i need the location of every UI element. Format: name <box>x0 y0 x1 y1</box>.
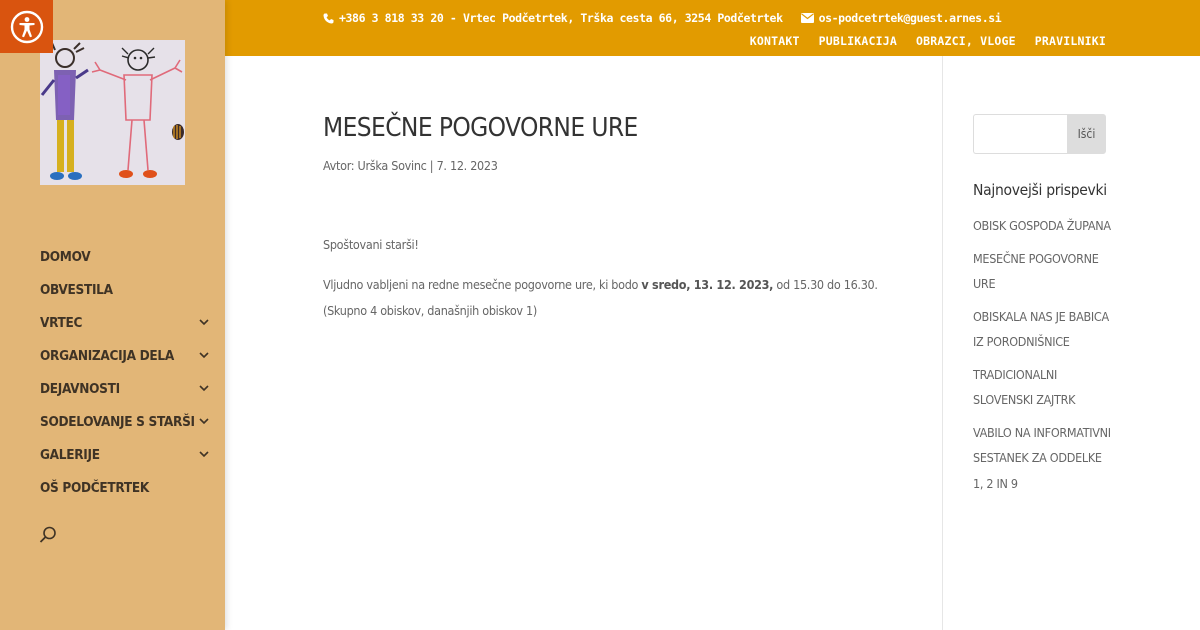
contact-info <box>323 9 1001 27</box>
phone-icon <box>323 13 334 24</box>
recent-posts-list <box>973 213 1113 503</box>
nav-item-vrtec[interactable] <box>40 306 210 339</box>
left-sidebar <box>0 0 225 630</box>
chevron-down-icon[interactable] <box>198 317 210 329</box>
nav-item-sodelovanje-s-starsi[interactable] <box>40 405 210 438</box>
recent-post-link[interactable]: TRADICIONALNI SLOVENSKI ZAJTRK <box>973 366 1076 407</box>
nav-item-label: SODELOVANJE S STARŠI <box>40 413 195 430</box>
nav-item-dejavnosti[interactable] <box>40 372 210 405</box>
invitation-paragraph <box>323 272 883 324</box>
recent-post-link[interactable]: OBISK GOSPODA ŽUPANA <box>973 218 1111 233</box>
invitation-time: od 15.30 do 16.30. <box>773 277 878 292</box>
search-icon <box>38 525 58 545</box>
invitation-date: v sredo, 13. 12. 2023, <box>641 277 774 292</box>
top-navigation <box>750 34 1106 48</box>
accessibility-icon <box>10 10 44 44</box>
envelope-icon <box>801 13 814 23</box>
nav-item-label: DEJAVNOSTI <box>40 380 120 397</box>
recent-post-link[interactable]: OBISKALA NAS JE BABICA IZ PORODNIŠNICE <box>973 308 1109 349</box>
greeting-text: Spoštovani starši! <box>323 237 419 252</box>
top-bar <box>225 0 1200 56</box>
accessibility-button[interactable] <box>0 0 53 53</box>
post-title: MESEČNE POGOVORNE URE <box>323 113 638 143</box>
nav-item-label: OBVESTILA <box>40 281 113 298</box>
nav-item-label: OŠ PODČETRTEK <box>40 479 149 496</box>
nav-item-domov[interactable] <box>40 240 210 273</box>
logo-drawing[interactable] <box>40 40 185 185</box>
topnav-pravilniki[interactable]: PRAVILNIKI <box>1034 34 1106 48</box>
post-body <box>323 232 883 338</box>
search-form <box>973 114 1106 154</box>
recent-posts-title: Najnovejši prispevki <box>973 181 1107 199</box>
content-divider <box>942 56 943 630</box>
chevron-down-icon[interactable] <box>198 383 210 395</box>
topnav-obrazci-vloge[interactable]: OBRAZCI, VLOGE <box>916 34 1016 48</box>
sidebar-search-button[interactable] <box>38 525 60 547</box>
search-submit-button[interactable]: Išči <box>1067 114 1106 154</box>
nav-item-label: ORGANIZACIJA DELA <box>40 347 174 364</box>
nav-item-label: GALERIJE <box>40 446 100 463</box>
nav-item-os-podcetrtek[interactable] <box>40 471 210 504</box>
visit-counter: (Skupno 4 obiskov, današnjih obiskov 1) <box>323 303 537 318</box>
nav-item-obvestila[interactable] <box>40 273 210 306</box>
main-navigation <box>40 240 210 504</box>
post-meta: Avtor: Urška Sovinc | 7. 12. 2023 <box>323 158 498 173</box>
chevron-down-icon[interactable] <box>198 449 210 461</box>
children-drawing-image <box>40 40 185 185</box>
nav-item-label: VRTEC <box>40 314 83 331</box>
invitation-text: Vljudno vabljeni na redne mesečne pogovorne ure, ki bodo <box>323 277 642 292</box>
nav-item-organizacija-dela[interactable] <box>40 339 210 372</box>
nav-item-label: DOMOV <box>40 248 91 265</box>
nav-item-galerije[interactable] <box>40 438 210 471</box>
topnav-kontakt[interactable]: KONTAKT <box>749 34 800 48</box>
chevron-down-icon[interactable] <box>198 416 210 428</box>
recent-post-link[interactable]: MESEČNE POGOVORNE URE <box>973 250 1099 291</box>
email-text: os-podcetrtek@guest.arnes.si <box>818 11 1002 25</box>
recent-post-link[interactable]: VABILO NA INFORMATIVNI SESTANEK ZA ODDELKE 1, 2 IN 9 <box>973 424 1111 491</box>
email-link[interactable] <box>801 11 1002 25</box>
chevron-down-icon[interactable] <box>198 350 210 362</box>
search-input[interactable] <box>973 114 1067 154</box>
topnav-publikacija[interactable]: PUBLIKACIJA <box>818 34 898 48</box>
phone-address-text[interactable]: +386 3 818 33 20 - Vrtec Podčetrtek, Trška cesta 66, 3254 Podčetrtek <box>339 11 783 25</box>
